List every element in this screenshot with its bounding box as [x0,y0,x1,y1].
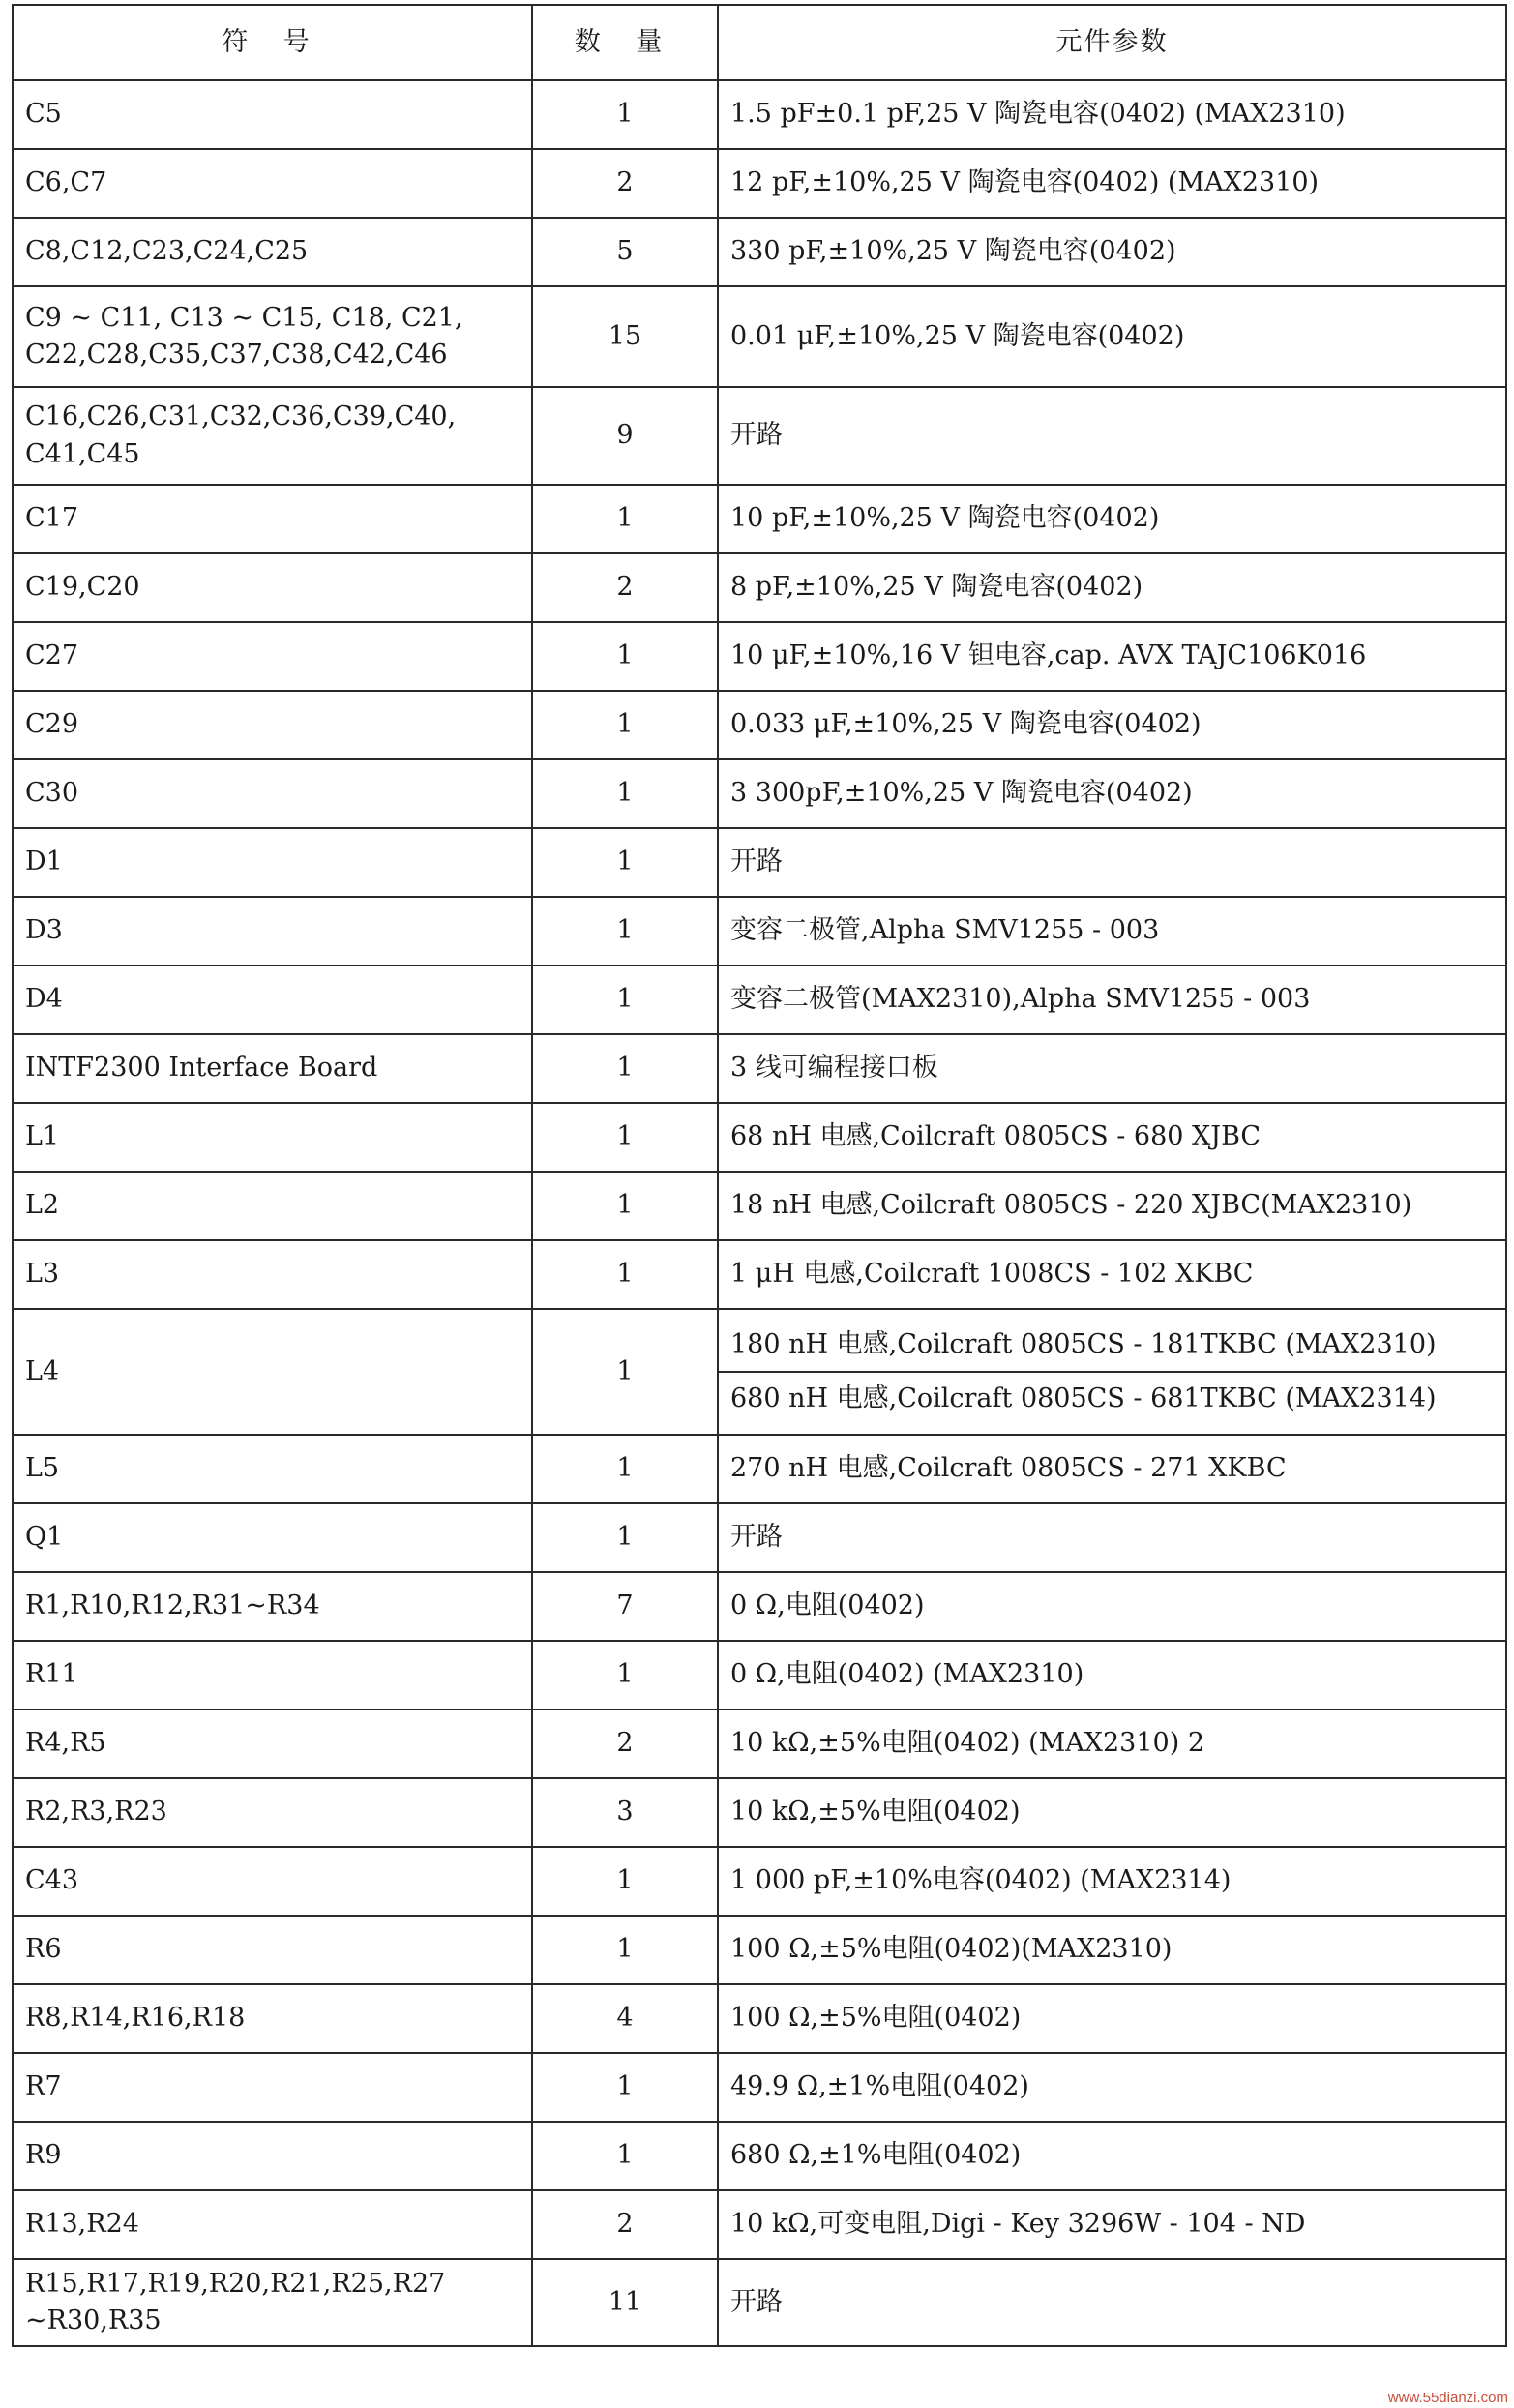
symbol-cell: C19,C20 [13,553,532,622]
table-row [13,286,1506,387]
table-row [13,387,1506,485]
quantity-cell: 1 [532,759,718,828]
table-row [13,1503,1506,1572]
quantity-cell: 1 [532,1641,718,1709]
symbol-cell: R4,R5 [13,1709,532,1778]
quantity-cell: 1 [532,1847,718,1916]
parameter-cell: 变容二极管,Alpha SMV1255 - 003 [718,897,1506,966]
symbol-cell: R8,R14,R16,R18 [13,1984,532,2053]
table-row [13,1240,1506,1309]
parameter-cell: 680 Ω,±1%电阻(0402) [718,2122,1506,2190]
parameter-cell: 开路 [718,387,1506,485]
quantity-cell: 1 [532,1240,718,1309]
parameter-cell: 1 000 pF,±10%电容(0402) (MAX2314) [718,1847,1506,1916]
symbol-cell: L5 [13,1435,532,1503]
quantity-cell: 2 [532,1709,718,1778]
bom-body [13,80,1506,2346]
quantity-cell: 1 [532,1435,718,1503]
table-row [13,1309,1506,1435]
symbol-cell: L3 [13,1240,532,1309]
symbol-cell: L1 [13,1103,532,1172]
parameter-cell: 开路 [718,2259,1506,2346]
quantity-cell: 1 [532,966,718,1034]
symbol-cell: C16,C26,C31,C32,C36,C39,C40, C41,C45 [13,387,532,485]
table-row [13,218,1506,286]
table-row [13,1847,1506,1916]
parameter-cell: 100 Ω,±5%电阻(0402) [718,1984,1506,2053]
parameter-cell: 10 μF,±10%,16 V 钽电容,cap. AVX TAJC106K016 [718,622,1506,691]
symbol-cell: C43 [13,1847,532,1916]
parameter-cell: 100 Ω,±5%电阻(0402)(MAX2310) [718,1916,1506,1984]
table-row [13,80,1506,149]
quantity-cell: 1 [532,2122,718,2190]
table-row [13,1778,1506,1847]
watermark: www.55dianzi.com [1387,2390,1508,2406]
table-row [13,691,1506,759]
parameter-cell: 330 pF,±10%,25 V 陶瓷电容(0402) [718,218,1506,286]
parameter-cell: 49.9 Ω,±1%电阻(0402) [718,2053,1506,2122]
symbol-cell: C5 [13,80,532,149]
parameter-cell: 10 kΩ,±5%电阻(0402) (MAX2310) 2 [718,1709,1506,1778]
quantity-cell: 3 [532,1778,718,1847]
table-row [13,828,1506,897]
symbol-cell: INTF2300 Interface Board [13,1034,532,1103]
quantity-cell: 1 [532,80,718,149]
parameter-cell: 0.033 μF,±10%,25 V 陶瓷电容(0402) [718,691,1506,759]
quantity-cell: 2 [532,149,718,218]
parameter-cell: 10 kΩ,可变电阻,Digi - Key 3296W - 104 - ND [718,2190,1506,2259]
quantity-cell: 1 [532,828,718,897]
table-row [13,1984,1506,2053]
table-row [13,1172,1506,1240]
table-row [13,485,1506,553]
symbol-cell: C30 [13,759,532,828]
table-row [13,966,1506,1034]
parameter-cell: 1 μH 电感,Coilcraft 1008CS - 102 XKBC [718,1240,1506,1309]
symbol-cell: C17 [13,485,532,553]
parameter-cell: 0 Ω,电阻(0402) (MAX2310) [718,1641,1506,1709]
quantity-cell: 11 [532,2259,718,2346]
quantity-cell: 1 [532,1916,718,1984]
symbol-cell: C9 ~ C11, C13 ~ C15, C18, C21, C22,C28,C35,C37,C38,C42,C46 [13,286,532,387]
quantity-cell: 1 [532,1309,718,1435]
quantity-cell: 1 [532,622,718,691]
quantity-cell: 1 [532,897,718,966]
quantity-cell: 1 [532,485,718,553]
quantity-cell: 1 [532,1503,718,1572]
symbol-cell: L2 [13,1172,532,1240]
table-row [13,149,1506,218]
quantity-cell: 2 [532,2190,718,2259]
symbol-cell: R7 [13,2053,532,2122]
parameter-cell: 10 kΩ,±5%电阻(0402) [718,1778,1506,1847]
symbol-cell: D3 [13,897,532,966]
quantity-cell: 1 [532,1172,718,1240]
table-row [13,1435,1506,1503]
table-row [13,553,1506,622]
table-row [13,1709,1506,1778]
parameter-cell: 1.5 pF±0.1 pF,25 V 陶瓷电容(0402) (MAX2310) [718,80,1506,149]
table-row [13,1572,1506,1641]
table-row [13,1034,1506,1103]
symbol-cell: R1,R10,R12,R31~R34 [13,1572,532,1641]
table-row [13,1103,1506,1172]
symbol-cell: D4 [13,966,532,1034]
parameter-cell: 18 nH 电感,Coilcraft 0805CS - 220 XJBC(MAX2310) [718,1172,1506,1240]
quantity-cell: 7 [532,1572,718,1641]
bom-table [12,4,1507,2347]
parameter-line: 180 nH 电感,Coilcraft 0805CS - 181TKBC (MAX2310) [730,1328,1437,1359]
table-row [13,1916,1506,1984]
symbol-cell: C6,C7 [13,149,532,218]
quantity-cell: 1 [532,691,718,759]
symbol-cell: C27 [13,622,532,691]
parameter-cell: 68 nH 电感,Coilcraft 0805CS - 680 XJBC [718,1103,1506,1172]
symbol-cell: R11 [13,1641,532,1709]
table-row [13,2053,1506,2122]
symbol-cell: R9 [13,2122,532,2190]
parameter-cell: 变容二极管(MAX2310),Alpha SMV1255 - 003 [718,966,1506,1034]
parameter-cell: 10 pF,±10%,25 V 陶瓷电容(0402) [718,485,1506,553]
parameter-line: 680 nH 电感,Coilcraft 0805CS - 681TKBC (MAX2314) [719,1371,1505,1425]
parameter-cell: 开路 [718,828,1506,897]
symbol-cell: R13,R24 [13,2190,532,2259]
parameter-cell: 8 pF,±10%,25 V 陶瓷电容(0402) [718,553,1506,622]
parameter-cell: 0 Ω,电阻(0402) [718,1572,1506,1641]
header-parameters: 元件参数 [718,5,1506,80]
table-row [13,1641,1506,1709]
table-row [13,2259,1506,2346]
table-row [13,897,1506,966]
parameter-cell: 0.01 μF,±10%,25 V 陶瓷电容(0402) [718,286,1506,387]
header-symbol: 符 号 [13,5,532,80]
parameter-cell: 270 nH 电感,Coilcraft 0805CS - 271 XKBC [718,1435,1506,1503]
header-quantity: 数 量 [532,5,718,80]
parameter-cell: 3 300pF,±10%,25 V 陶瓷电容(0402) [718,759,1506,828]
symbol-cell: R2,R3,R23 [13,1778,532,1847]
symbol-cell: Q1 [13,1503,532,1572]
symbol-cell: C29 [13,691,532,759]
parameter-cell [718,1309,1506,1435]
quantity-cell: 9 [532,387,718,485]
parameter-cell: 开路 [718,1503,1506,1572]
symbol-cell: R6 [13,1916,532,1984]
quantity-cell: 5 [532,218,718,286]
table-row [13,759,1506,828]
parameter-cell: 3 线可编程接口板 [718,1034,1506,1103]
symbol-cell: R15,R17,R19,R20,R21,R25,R27 ~R30,R35 [13,2259,532,2346]
symbol-cell: D1 [13,828,532,897]
quantity-cell: 1 [532,1103,718,1172]
table-row [13,2190,1506,2259]
quantity-cell: 1 [532,1034,718,1103]
quantity-cell: 15 [532,286,718,387]
quantity-cell: 2 [532,553,718,622]
parameter-cell: 12 pF,±10%,25 V 陶瓷电容(0402) (MAX2310) [718,149,1506,218]
quantity-cell: 1 [532,2053,718,2122]
symbol-cell: C8,C12,C23,C24,C25 [13,218,532,286]
header-row [13,5,1506,80]
table-row [13,2122,1506,2190]
quantity-cell: 4 [532,1984,718,2053]
table-row [13,622,1506,691]
symbol-cell: L4 [13,1309,532,1435]
